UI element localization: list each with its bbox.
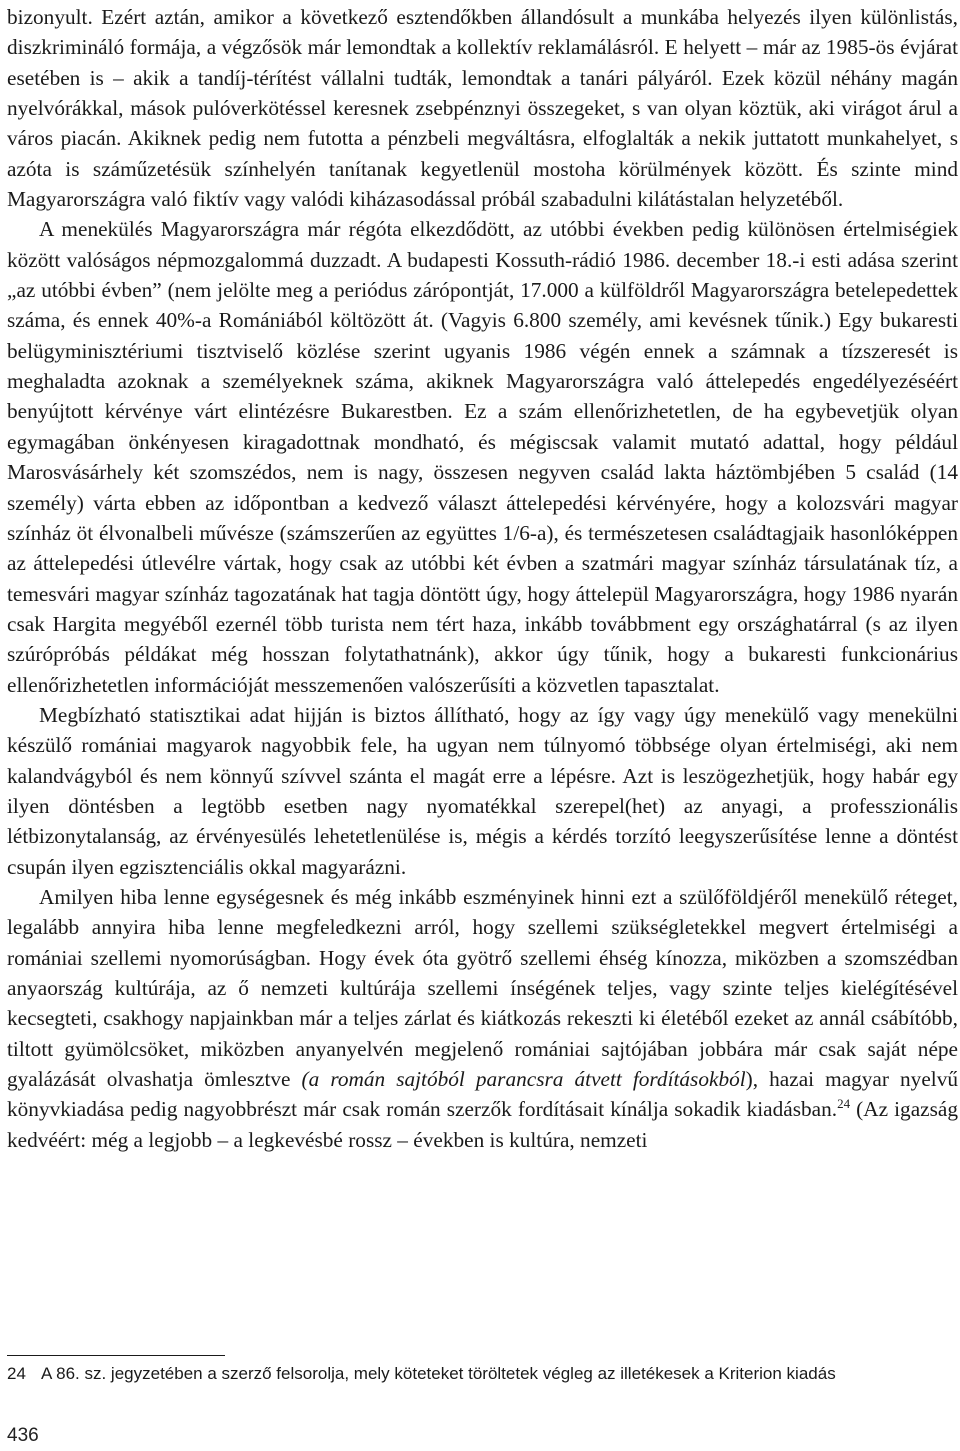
italic-text: (a román sajtóból parancsra átvett fordításokból	[301, 1067, 746, 1092]
page-number: 436	[7, 1425, 39, 1446]
text-run: Amilyen hiba lenne egységesnek és még inkább eszményinek hinni ezt a szülőföldjéről menekülő réteget, legalább annyira hiba lenne megfeledkezni arról, hogy szellemi szükségletekkel megvert értelmiségi a romániai szellemi nyomorúságban. Hogy évek óta gyötrő szellemi éhség kínozza, miközben a szomszédban anyaország kultúrája, az ő nemzeti kultúrája szellemi ínségének teljes, vagy szinte teljes kielégítésével kecsegteti, csakhogy napjainkban már a teljes zárlat és kiátkozás rekeszti ki életéből ezeket az annál csábítóbb, tiltott gyümölcsöket, miközben anyanyelvén megjelenő romániai sajtójában jobbára már csak saját népe gyalázását olvashatja ömlesztve	[7, 884, 958, 1092]
footnote-number: 24	[7, 1364, 26, 1383]
footnote	[7, 1362, 958, 1386]
text-run: A menekülés Magyarországra már régóta elkezdődött, az utóbbi években pedig különösen értelmiségiek között valóságos népmozgalommá duzzadt. A budapesti Kossuth-rádió 1986. december 18.-i esti adása szerint „az utóbbi évben” (nem jelölte meg a periódus zárópontját, 17.000 a külföldről Magyarországra betelepedettek száma, és ennek 40%-a Romániából költözött át. (Vagyis 6.800 személy, ami kevésnek tűnik.) Egy bukaresti belügyminisztériumi tisztviselő közlése szerint ugyanis 1986 végén ennek a számnak a tízszeresét is meghaladta azoknak a személyeknek száma, akiknek Magyarországra való áttelepedés engedélyezéséért benyújtott kérvénye várt elintézésre Bukarestben. Ez a szám ellenőrizhetetlen, de ha egybevetjük olyan egymagában önkényesen kiragadottnak mondható, és mégiscsak valamit mutató adattal, hogy például Marosvásárhely két szomszédos, nem is nagy, összesen negyven család lakta háztömbjében 5 család (14 személy) várta ebben az időpontban a kedvező választ áttelepedési kérvényére, hogy a kolozsvári magyar színház öt élvonalbeli művésze (számszerűen az együttes 1/6-a), és természetesen családtagjaik hasonlóképpen az áttelepedési útlevélre vártak, hogy csak az utóbbi két évben a szatmári magyar színház társulatának tíz, a temesvári magyar színház tagozatának hat tagja döntött úgy, hogy áttelepül Magyarországra, hogy 1986 nyarán csak Hargita megyéből ezernél több turista nem tért haza, inkább továbbment egy országhatárral (s az ilyen szúrópróbás példákat még hosszan folytathatnánk), akkor úgy tűnik, hogy a bukaresti funkcionárius ellenőrizhetetlen információját messzemenően valószerűsíti a közvetlen tapasztalat.	[7, 217, 958, 697]
text-run: bizonyult. Ezért aztán, amikor a következő esztendőkben állandósult a munkába helyezés ilyen különlistás, diszkrimináló formája, a végzősök már lemondtak a kollektív reklamálásról. E helyett – már az 1985-ös évjárat esetében is – akik a tandíj-térítést vállalni tudták, lemondtak a tanári pályáról. Ezek közül néhány magán nyelvórákkal, mások pulóverkötéssel keresnek zsebpénznyi összegeket, s van olyan köztük, aki virágot árul a város piacán. Akiknek pedig nem futotta a pénzbeli megváltásra, elfoglalták a nekik juttatott munkahelyet, s azóta is száműzetésük színhelyén tanítanak kegyetlenül mostoha körülmények között. És szinte mind Magyarországra való fiktív vagy valódi kiházasodással próbál szabadulni kilátástalan helyzetéből.	[7, 5, 958, 212]
text-run: ), hazai magyar nyelvű könyvkiadása pedig nagyobbrészt már csak román szerzők fordításait kínálja sokadik kiadásban.	[7, 1067, 958, 1122]
paragraph	[7, 2, 958, 214]
text-run: (Az igazság kedvéért: még a legjobb – a legkevésbé rossz – években is kultúra, nemzeti	[7, 1097, 959, 1152]
footnote-divider	[7, 1355, 225, 1356]
paragraph	[7, 700, 958, 882]
paragraph	[7, 214, 958, 700]
footnote-reference: 24	[837, 1096, 851, 1112]
footnote-text: A 86. sz. jegyzetében a szerző felsorolja, mely köteteket töröltetek végleg az illetékesek a Kriterion kiadás	[41, 1364, 836, 1383]
paragraph	[7, 882, 958, 1155]
main-text	[7, 2, 958, 1155]
text-run: Megbízható statisztikai adat hijján is biztos állítható, hogy az így vagy úgy menekülő vagy menekülni készülő romániai magyarok nagyobbik fele, ha ugyan nem túlnyomó többsége olyan értelmiségi, aki nem kalandvágyból és nem könnyű szívvel szánta el magát erre a lépésre. Azt is leszögezhetjük, hogy habár egy ilyen döntésben a legtöbb esetben nagy nyomatékkal szerepel(het) az anyagi, a professzionális létbizonytalanság, az érvényesülés lehetetlenülése is, mégis a kérdés torzító leegyszerűsítése lenne a döntést csupán ilyen egzisztenciális okkal magyarázni.	[7, 702, 958, 879]
